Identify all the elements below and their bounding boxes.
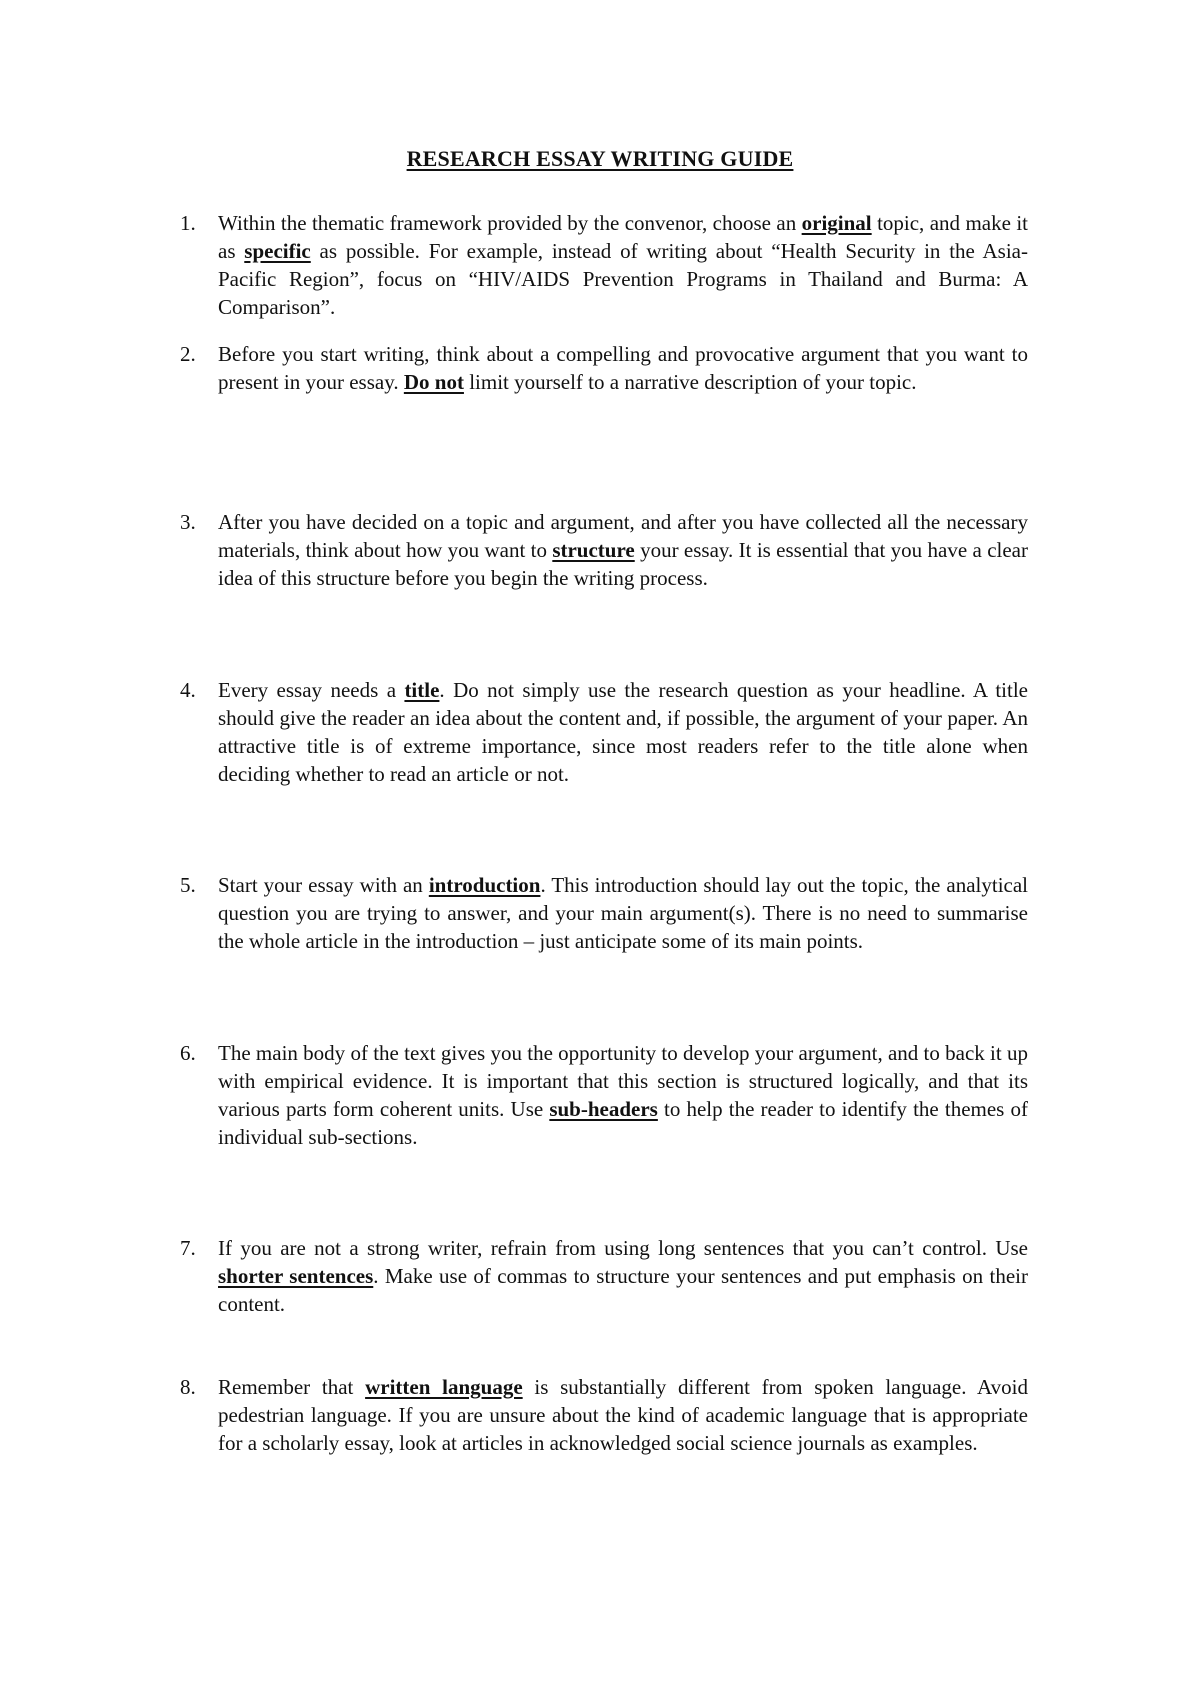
guide-item-6: 6. The main body of the text gives you the opportunity to develop your argument, and to back it up with empirical evidence. It is important that this section is structured logically, and that its various parts form coherent units. Use sub-headers to help the reader to identify the themes of individual sub-sections. xyxy=(180,1041,1028,1149)
guide-item-1: 1. Within the thematic framework provided by the convenor, choose an original topic, and make it as specific as possible. For example, instead of writing about “Health Security in the Asia-Pacific Region”, focus on “HIV/AIDS Prevention Programs in Thailand and Burma: A Comparison”. xyxy=(180,211,1028,319)
document-title: RESEARCH ESSAY WRITING GUIDE xyxy=(406,146,794,171)
guide-item-5: 5. Start your essay with an introduction. This introduction should lay out the topic, the analytical question you are trying to answer, and your main argument(s). There is no need to summarise the whole article in the introduction – just anticipate some of its main points. xyxy=(180,873,1028,953)
item-number: 6. xyxy=(180,1041,196,1065)
guide-item-3: 3. After you have decided on a topic and argument, and after you have collected all the necessary materials, think about how you want to structure your essay. It is essential that you have a clear idea of this structure before you begin the writing process. xyxy=(180,510,1028,590)
item-number: 7. xyxy=(180,1236,196,1260)
emphasized-term: specific xyxy=(244,239,311,263)
item-number: 8. xyxy=(180,1375,196,1399)
emphasized-term: title xyxy=(404,678,440,702)
guide-item-7: 7. If you are not a strong writer, refrain from using long sentences that you can’t control. Use shorter sentences. Make use of commas to structure your sentences and put emphasis on their content. xyxy=(180,1236,1028,1316)
item-number: 5. xyxy=(180,873,196,897)
emphasized-term: introduction xyxy=(428,873,541,897)
emphasized-term: Do not xyxy=(403,370,464,394)
emphasized-term: shorter sentences xyxy=(218,1264,374,1288)
item-number: 2. xyxy=(180,342,196,366)
item-number: 1. xyxy=(180,211,196,235)
emphasized-term: written language xyxy=(365,1375,523,1399)
item-number: 4. xyxy=(180,678,196,702)
item-number: 3. xyxy=(180,510,196,534)
guide-item-4: 4. Every essay needs a title. Do not simply use the research question as your headline. A title should give the reader an idea about the content and, if possible, the argument of your paper. An attractive title is of extreme importance, since most readers refer to the title alone when deciding whether to read an article or not. xyxy=(180,678,1028,786)
emphasized-term: structure xyxy=(552,538,635,562)
guide-item-2: 2. Before you start writing, think about a compelling and provocative argument that you want to present in your essay. Do not limit yourself to a narrative description of your topic. xyxy=(180,342,1028,394)
guide-item-8: 8. Remember that written language is substantially different from spoken language. Avoid pedestrian language. If you are unsure about the kind of academic language that is appropriate for a scholarly essay, look at articles in acknowledged social science journals as examples. xyxy=(180,1375,1028,1455)
emphasized-term: original xyxy=(801,211,872,235)
emphasized-term: sub-headers xyxy=(549,1097,658,1121)
